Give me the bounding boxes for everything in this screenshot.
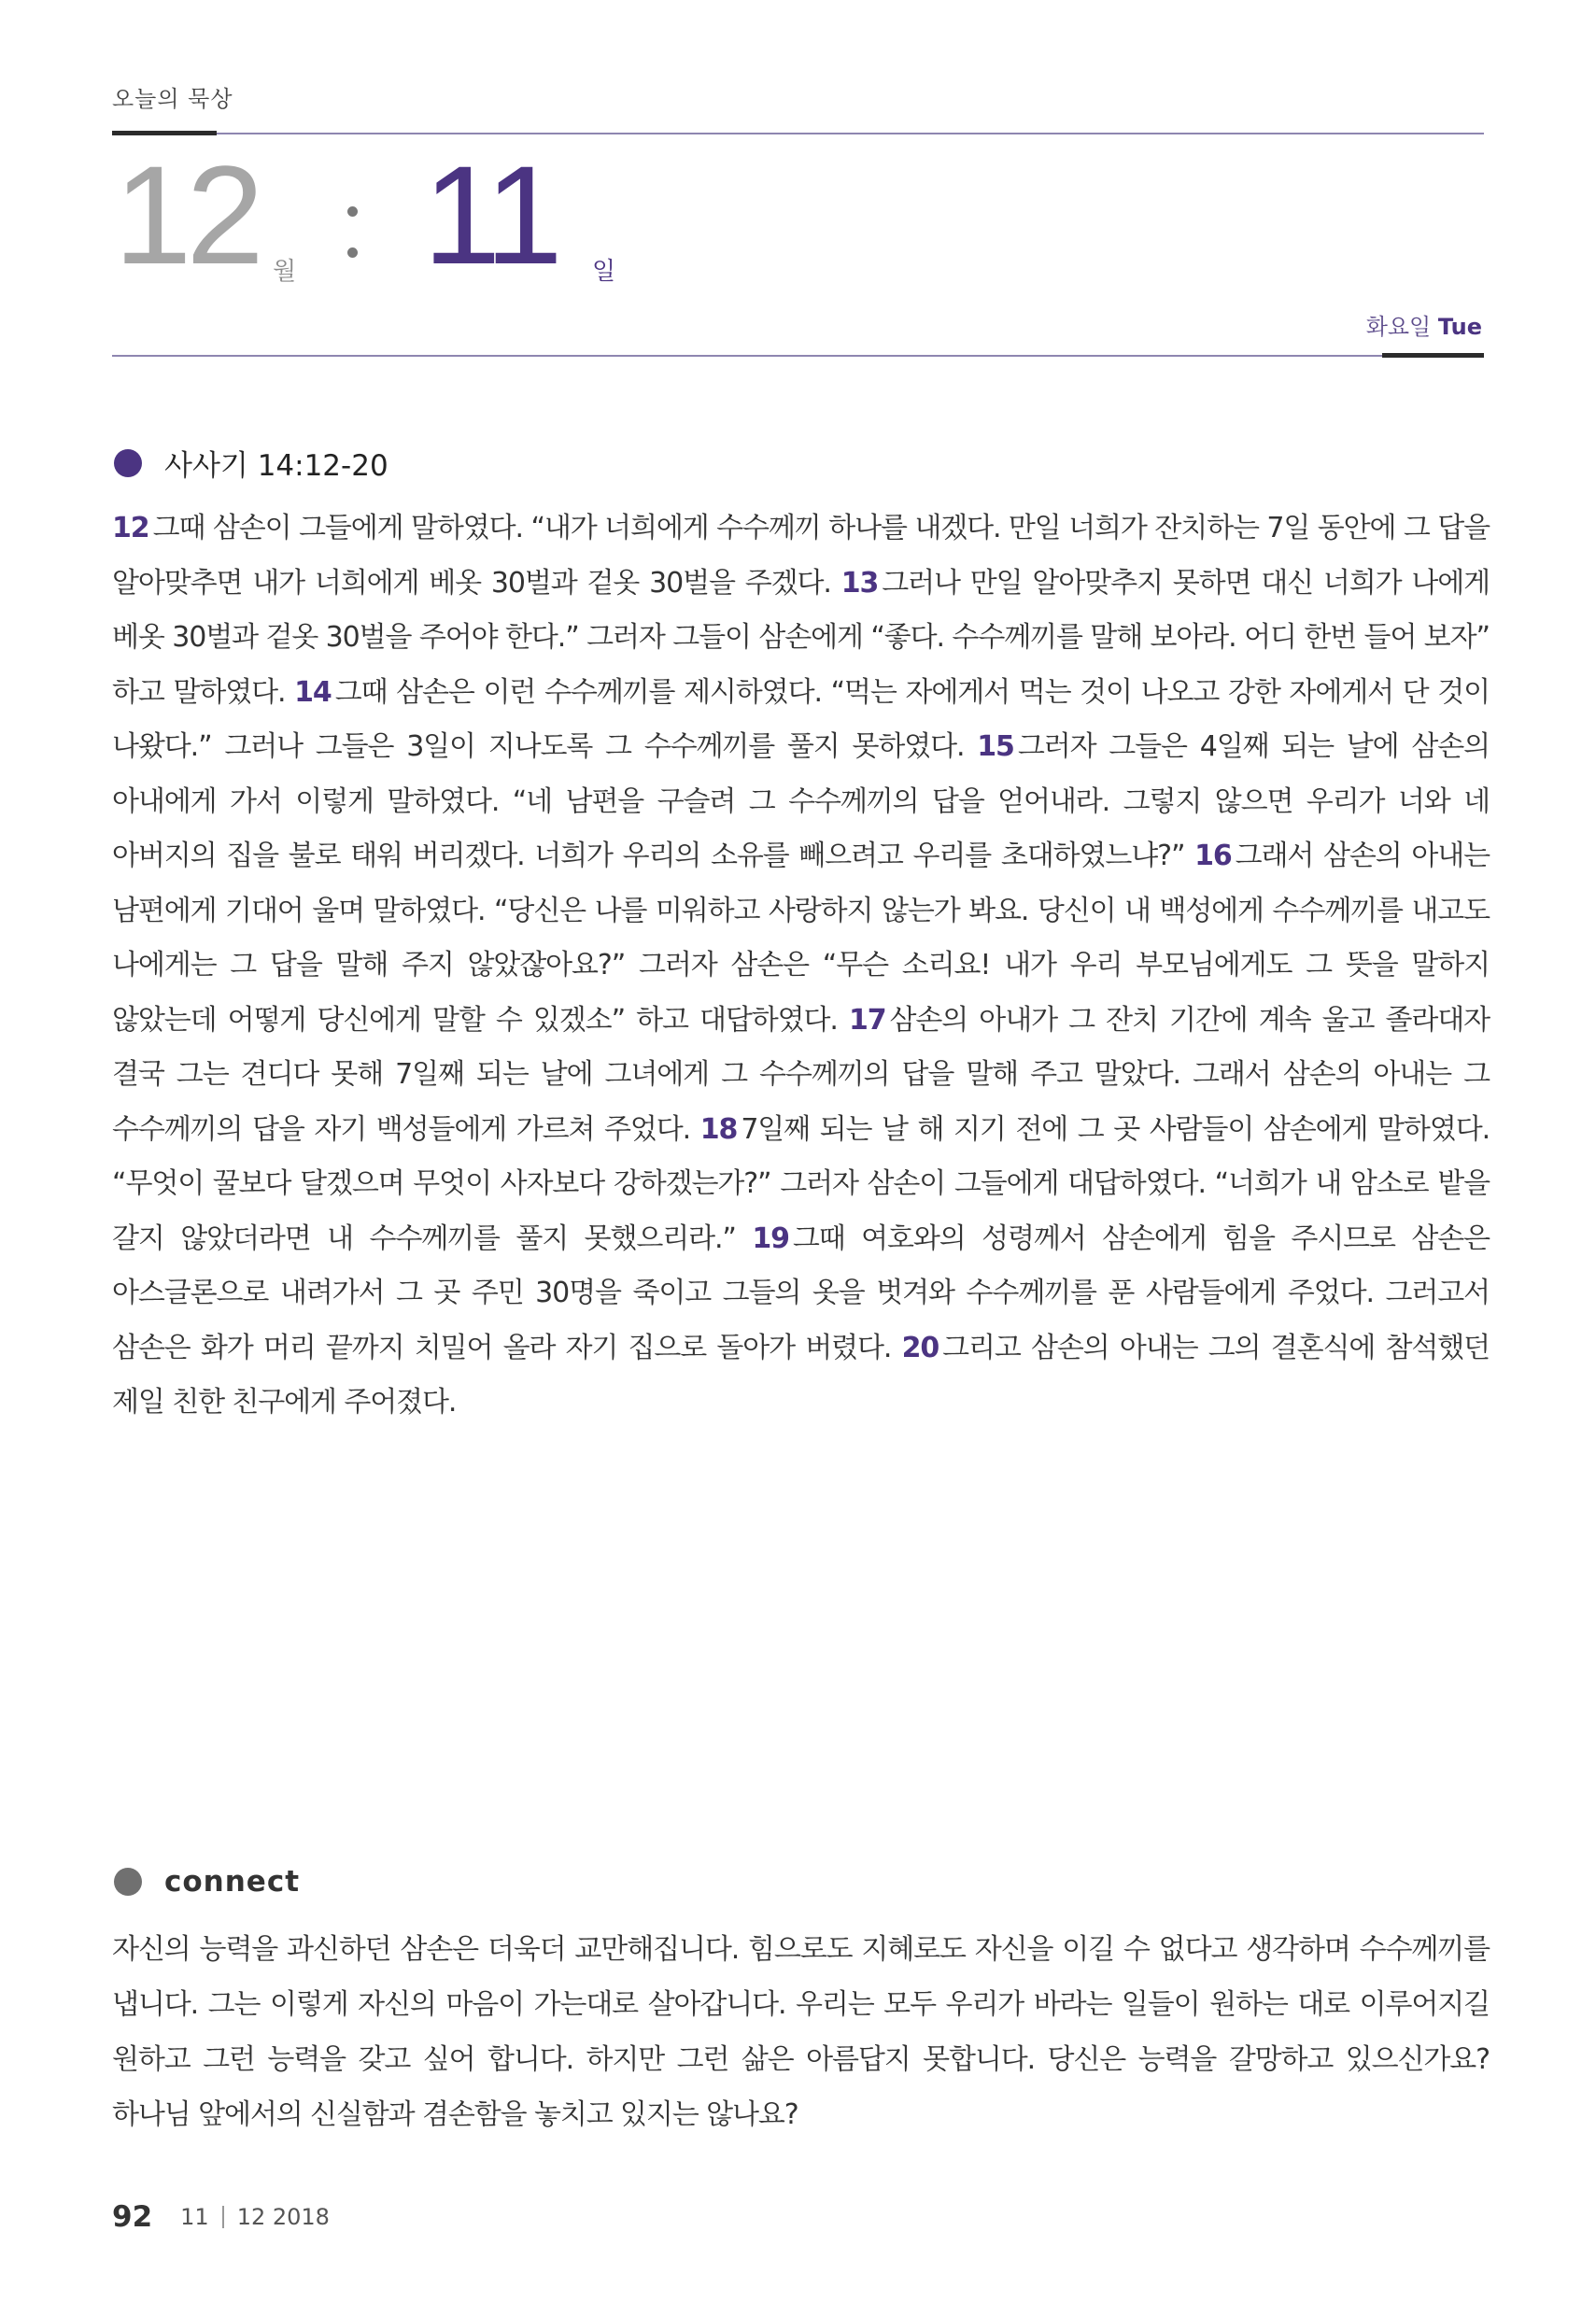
top-rule-accent [112,131,217,135]
scripture-reference: 사사기 14:12-20 [164,449,388,483]
weekday-en: Tue [1437,314,1482,340]
verse-number: 16 [1194,840,1232,872]
issue-date: 12 2018 [236,2204,330,2230]
verse-number: 14 [294,675,332,709]
weekday [1366,308,1482,341]
day-label: 일 [592,258,616,286]
verse-number: 13 [840,566,879,600]
issue-month: 11 [180,2204,209,2230]
verse-text: 그리고 삼손의 아내는 그의 결혼식에 참석했던 제일 친한 친구에게 주어졌다. [112,1331,1490,1419]
header-bottom-rule [112,355,1484,357]
verse-number: 18 [699,1112,738,1146]
footer-divider [222,2206,224,2228]
connect-body: 자신의 능력을 과신하던 삼손은 더욱더 교만해집니다. 힘으로도 지혜로도 자신을 이길 수 없다고 생각하며 수수께끼를 냅니다. 그는 이렇게 자신의 마음이 가는대로 살아갑니다. 우리는 모두 우리가 바라는 일들이 원하는 대로 이루어지길 원하고 그런 능력을 갖고 싶어 합니다. 하지만 그런 삶은 아름답지 못합니다. 당신은 능력을 갈망하고 있으신가요? 하나님 앞에서의 신실함과 겸손함을 놓치고 있지는 않나요? [112,1933,1490,2131]
day-number: 11 [423,136,558,293]
scripture-body [112,501,1490,1431]
verse-text: 그러나 만일 알아맞추지 못하면 대신 너희가 나에게 베옷 30벌과 겉옷 30벌을 주어야 한다.” 그러자 그들이 삼손에게 “좋다. 수수께끼를 말해 보아라. 어디 한번 들어 보자” 하고 말하였다. [112,566,1490,709]
verse-text: 그러자 그들은 4일째 되는 날에 삼손의 아내에게 가서 이렇게 말하였다. “네 남편을 구슬려 그 수수께끼의 답을 얻어내라. 그렇지 않으면 우리가 너와 네 아버지의 집을 불로 태워 버리겠다. 너희가 우리의 소유를 빼으려고 우리를 초대하였느냐?” [112,730,1490,872]
verse-text: 그때 여호와의 성령께서 삼손에게 힘을 주시므로 삼손은 아스글론으로 내려가서 그 곳 주민 30명을 죽이고 그들의 옷을 벗겨와 수수께끼를 푼 사람들에게 주었다. 그러고서 삼손은 화가 머리 끝까지 치밀어 올라 자기 집으로 돌아가 버렸다. [112,1222,1490,1364]
gray-bullet-icon [114,1868,142,1896]
page-number: 92 [112,2200,153,2234]
section-label: 오늘의 묵상 [112,86,233,112]
purple-bullet-icon [114,449,142,477]
top-rule [112,133,1484,134]
connect-heading [114,1865,300,1899]
date-colon [347,201,359,266]
verse-text: 7일째 되는 날 해 지기 전에 그 곳 사람들이 삼손에게 말하였다. “무엇이 꿀보다 달겠으며 무엇이 사자보다 강하겠는가?” 그러자 삼손이 그들에게 대답하였다. “너희가 내 암소로 밭을 갈지 않았더라면 내 수수께끼를 풀지 못했으리라.” [112,1112,1490,1255]
verse-number: 12 [112,512,149,544]
connect-title: connect [164,1865,301,1899]
header-bottom-rule-accent [1382,353,1484,358]
verse-number: 17 [848,1003,886,1037]
verse-text: 그때 삼손은 이런 수수께끼를 제시하였다. “먹는 자에게서 먹는 것이 나오고 강한 자에게서 단 것이 나왔다.” 그러나 그들은 3일이 지나도록 그 수수께끼를 풀지 못하였다. [112,675,1490,763]
scripture-heading [114,442,388,484]
month-label: 월 [273,258,297,286]
month-number: 12 [114,136,259,293]
page-footer [112,2200,330,2234]
verse-text: 그래서 삼손의 아내는 남편에게 기대어 울며 말하였다. “당신은 나를 미워하고 사랑하지 않는가 봐요. 당신이 내 백성에게 수수께끼를 내고도 나에게는 그 답을 말해 주지 않았잖아요?” 그러자 삼손은 “무슨 소리요! 내가 우리 부모님에게도 그 뜻을 말하지 않았는데 어떻게 당신에게 말할 수 있겠소” 하고 대답하였다. [112,840,1490,1037]
weekday-ko: 화요일 [1365,314,1432,340]
verse-number: 19 [752,1222,789,1255]
verse-text: 그때 삼손이 그들에게 말하였다. “내가 너희에게 수수께끼 하나를 내겠다. 만일 너희가 잔치하는 7일 동안에 그 답을 알아맞추면 내가 너희에게 베옷 30벌과 겉옷 30벌을 주겠다. [112,512,1490,600]
verse-number: 15 [977,730,1014,763]
verse-number: 20 [901,1331,939,1364]
verse-text: 삼손의 아내가 그 잔치 기간에 계속 울고 졸라대자 결국 그는 견디다 못해 7일째 되는 날에 그녀에게 그 수수께끼의 답을 말해 주고 말았다. 그래서 삼손의 아내는 그 수수께끼의 답을 자기 백성들에게 가르쳐 주었다. [112,1003,1490,1146]
